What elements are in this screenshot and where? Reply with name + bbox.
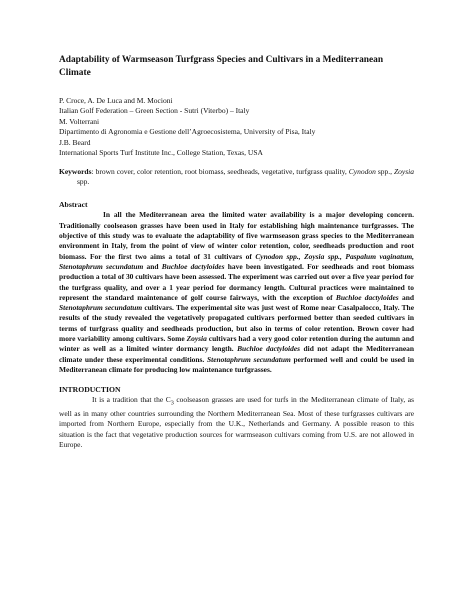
keyword-italic: Zoysia (394, 167, 415, 177)
abstract-heading: Abstract (59, 200, 88, 210)
introduction-heading: INTRODUCTION (59, 385, 121, 395)
italic-term: Buchloe dactyloides (335, 292, 399, 302)
text-run: It is a tradition that the C (92, 395, 171, 405)
text-run: have been investigated. For seedheads and root biomass production a total of 30 cultivars have been assessed. The experiment was carried out over a five year period for the turfgrass quality, and over a 1 year period for dormancy length. Cultural practices were maintained to represent the standard maintenance of golf course fairways, with the exception of (59, 261, 415, 302)
author-line: P. Croce, A. De Luca and M. Mocioni (59, 96, 173, 105)
text-run: and (143, 261, 162, 271)
text-run: cultivars had a very good color retention during the autumn and winter as well as a limited winter dormancy length. (59, 334, 414, 354)
affiliation-line: Italian Golf Federation – Green Section - Sutri (Viterbo) – Italy (59, 106, 250, 116)
text-run: did not adapt the Mediterranean climate under these experimental conditions. (59, 344, 414, 364)
affiliation-line: International Sports Turf Institute Inc., College Station, Texas, USA (59, 148, 263, 158)
italic-term: Buchloe dactyloides (161, 261, 225, 271)
italic-term: Buchloe dactyloides (237, 344, 301, 354)
subscript: 3 (170, 399, 174, 407)
author-line: M. Volterrani (59, 116, 100, 126)
keywords (59, 167, 414, 187)
introduction-body (59, 395, 414, 450)
affiliation-line: Dipartimento di Agronomia e Gestione dell’Agroecosistema, University of Pisa, Italy (59, 127, 316, 137)
author-block (59, 96, 414, 158)
keywords-text: spp. (77, 177, 90, 187)
italic-term: Stenotaphrum secundatum (59, 303, 143, 313)
abstract-body (59, 210, 414, 375)
keyword-italic: Cynodon (348, 167, 376, 177)
italic-term: Stenotaphrum secundatum (207, 354, 291, 364)
text-run: and (398, 292, 414, 302)
text-run: In all the Mediterranean area the limited water availability is a major developing concern. Traditionally coolseason grasses have been used in Italy for establishing high maintenance turfgrasses. The objective of this study was to evaluate the adaptability of five warmseason grass species to the Mediterranean environment in Italy, from the point of view of winter color retention, color, seedheads production and root biomass. For the first two aims a total of 31 cultivars of (59, 210, 414, 261)
text-run: cultivars. The experimental site was just west of Rome near Casalpalocco, Italy. The results of the study revealed the vegetatively propagated cultivars performed better than seeded cultivars in terms of turfgrass quality and seedheads production, but also in terms of color retention. Brown cover had more variability among cultivars. Some (59, 303, 414, 343)
italic-term: Cynodon spp., Zoysia spp., Paspalum vaginatum, Stenotaphrum secundatum (59, 251, 414, 271)
keywords-text: spp., (375, 167, 394, 177)
text-run: coolseason grasses are used for turfs in the Mediterranean climate of Italy, as well as in many other countries surrounding the Northern Mediterranean Sea. Most of these turfgrasses cultivars are imported from Northern Europe, especially from the U.K., Netherlands and Germany. A possible reason to this situation is the fact that vegetative production sources for warmseason cultivars coming from U.S. are not allowed in Europe. (59, 395, 414, 449)
author-line: J.B. Beard (59, 137, 91, 147)
italic-term: Zoysia (186, 334, 207, 343)
keywords-text: : brown cover, color retention, root biomass, seedheads, vegetative, turfgrass quality, (91, 167, 349, 177)
text-run: performed well and could be used in Mediterranean climate for producing low maintenance turfgrasses. (59, 354, 414, 374)
keywords-label: Keywords (59, 167, 92, 177)
paper-title: Adaptability of Warmseason Turfgrass Species and Cultivars in a Mediterranean Climate (59, 55, 384, 78)
